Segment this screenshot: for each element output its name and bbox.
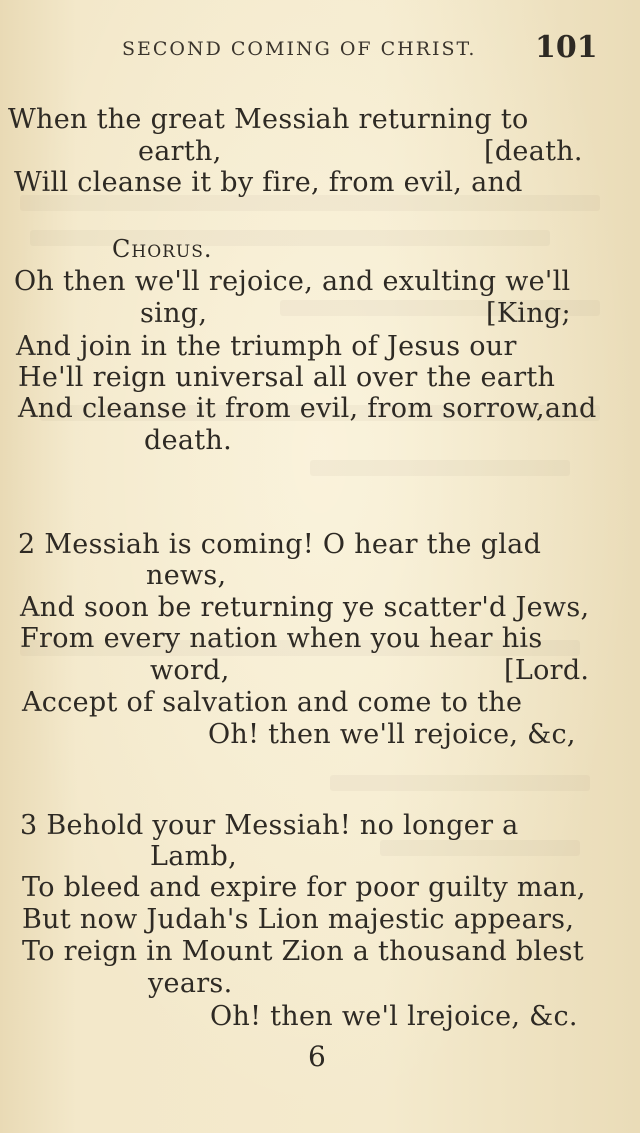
verse1-line1 [8,104,580,136]
verse2-line6: Accept of salvation and come to the [22,687,523,718]
verse1-line2-end: [death. [484,136,583,167]
verse3-line1: 3 Behold your Messiah! no longer a [20,810,519,841]
verse2-line4: From every nation when you hear his [20,623,543,654]
chorus-line5: And cleanse it from evil, from sorrow,and [18,393,597,424]
verse1-line2-start: earth, [138,136,222,167]
verse3-line3: To bleed and expire for poor guilty man, [22,872,586,903]
chorus-line2-start: sing, [140,298,208,329]
verse1-line3: Will cleanse it by fire, from evil, and [14,167,523,198]
verse2-refrain: Oh! then we'll rejoice, &c, [208,719,576,750]
chorus-line2-end: [King; [486,298,571,329]
verse3-line2: Lamb, [150,841,237,872]
verse2-line3: And soon be returning ye scatter'd Jews, [20,592,590,623]
chorus-line3: And join in the triumph of Jesus our [16,331,517,362]
verse1-line1-text: When the great Messiah returning to [8,104,529,135]
running-title: SECOND COMING OF CHRIST. [122,38,477,60]
verse3-refrain: Oh! then we'l lrejoice, &c. [210,1001,578,1032]
signature-mark: 6 [308,1040,326,1073]
chorus-line1: Oh then we'll rejoice, and exulting we'll [14,266,571,297]
verse2-line1: 2 Messiah is coming! O hear the glad [18,529,542,560]
chorus-label: Chorus. [112,235,213,263]
page-number: 101 [535,30,598,65]
verse3-line5: To reign in Mount Zion a thousand blest [22,936,584,967]
verse2-line5-end: [Lord. [504,655,590,686]
verse2-line5-start: word, [150,655,230,686]
verse2-line2: news, [146,560,227,591]
chorus-line6: death. [144,425,232,456]
verse3-line6: years. [148,968,233,999]
chorus-line4: He'll reign universal all over the earth [18,362,556,393]
verse3-line4: But now Judah's Lion majestic appears, [22,904,575,935]
